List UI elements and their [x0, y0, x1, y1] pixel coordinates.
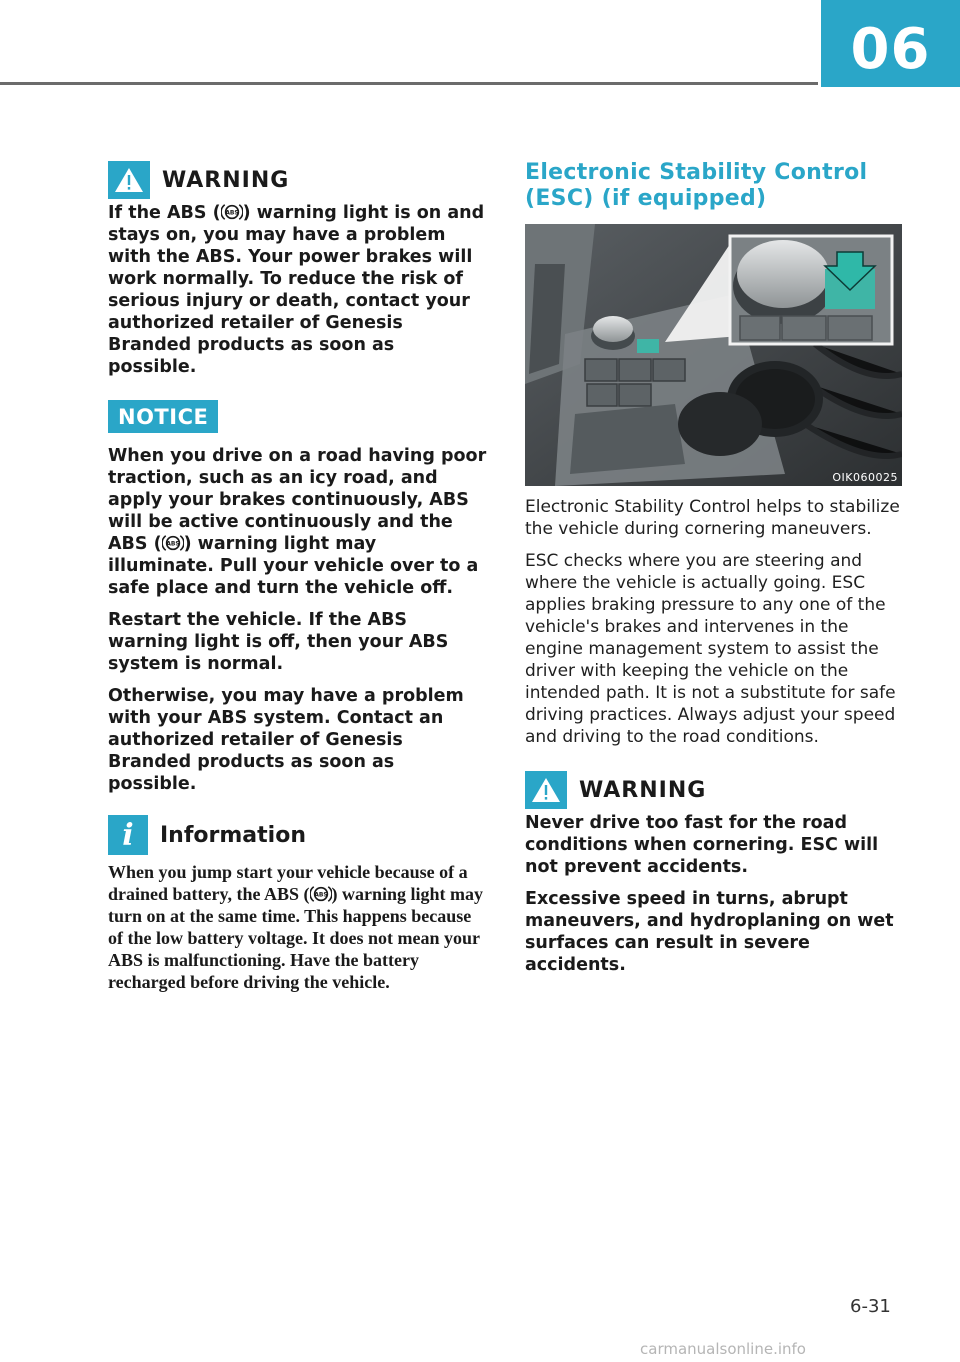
svg-text:ABS: ABS	[165, 541, 180, 548]
warning-text-1: Never drive too fast for the road conditions when cornering. ESC will not prevent accidents.	[525, 813, 879, 877]
notice-text-3: Otherwise, you may have a problem with your ABS system. Contact an authorized retailer of Genesis Branded products as soon as possible.	[108, 686, 464, 794]
header-rule	[0, 82, 818, 85]
information-title: Information	[160, 822, 306, 848]
esc-description-1: Electronic Stability Control helps to stabilize the vehicle during cornering maneuvers.	[525, 497, 900, 539]
right-column	[525, 160, 905, 986]
page-number: 6-31	[850, 1296, 891, 1317]
warning-title: WARNING	[579, 777, 707, 803]
abs-warning-icon	[162, 533, 184, 553]
notice-label: NOTICE	[108, 400, 218, 433]
information-text: When you jump start your vehicle because of a drained battery, the ABS ( ABS ) warning light may turn on at the same time. This happens because of the low battery voltage. It does not mean your ABS is malfunctioning. Have the battery recharged before driving the vehicle.	[108, 862, 484, 992]
svg-text:ABS: ABS	[313, 892, 328, 899]
left-column	[108, 160, 488, 993]
image-code: OIK060025	[832, 471, 898, 484]
warning-title: WARNING	[162, 167, 290, 193]
abs-warning-icon	[221, 202, 243, 222]
warning-heading	[525, 770, 905, 810]
notice-text-2: Restart the vehicle. If the ABS warning light is off, then your ABS system is normal.	[108, 610, 449, 674]
information-heading	[108, 815, 488, 855]
notice-text-1: When you drive on a road having poor traction, such as an icy road, and apply your brakes continuously, ABS will be active continuously and the ABS ( ABS ) warning light may illuminate. Pull your vehicle over to a safe place and turn the vehicle off.	[108, 446, 487, 598]
warning-icon	[525, 771, 567, 809]
section-title: Electronic Stability Control (ESC) (if equipped)	[525, 160, 868, 211]
warning-icon	[108, 161, 150, 199]
console-illustration	[525, 224, 902, 486]
info-icon: i	[108, 815, 148, 855]
warning-heading	[108, 160, 488, 200]
esc-description-2: ESC checks where you are steering and where the vehicle is actually going. ESC applies braking pressure to any one of the vehicle's brakes and intervenes in the engine management system to assist the driver with keeping the vehicle on the intended path. It is not a substitute for safe driving practices. Always adjust your speed and driving to the road conditions.	[525, 551, 896, 747]
esc-button-photo	[525, 224, 902, 486]
watermark: carmanualsonline.info	[640, 1340, 806, 1358]
warning-text: If the ABS ( ABS ) warning light is on and stays on, you may have a problem with the ABS. Your power brakes will work normally. To reduce the risk of serious injury or death, contact your authorized retailer of Genesis Branded products as soon as possible.	[108, 203, 485, 377]
svg-text:ABS: ABS	[224, 210, 239, 217]
warning-text-2: Excessive speed in turns, abrupt maneuvers, and hydroplaning on wet surfaces can result in severe accidents.	[525, 889, 894, 975]
abs-warning-icon	[310, 884, 332, 904]
chapter-tab: 06	[821, 0, 960, 87]
